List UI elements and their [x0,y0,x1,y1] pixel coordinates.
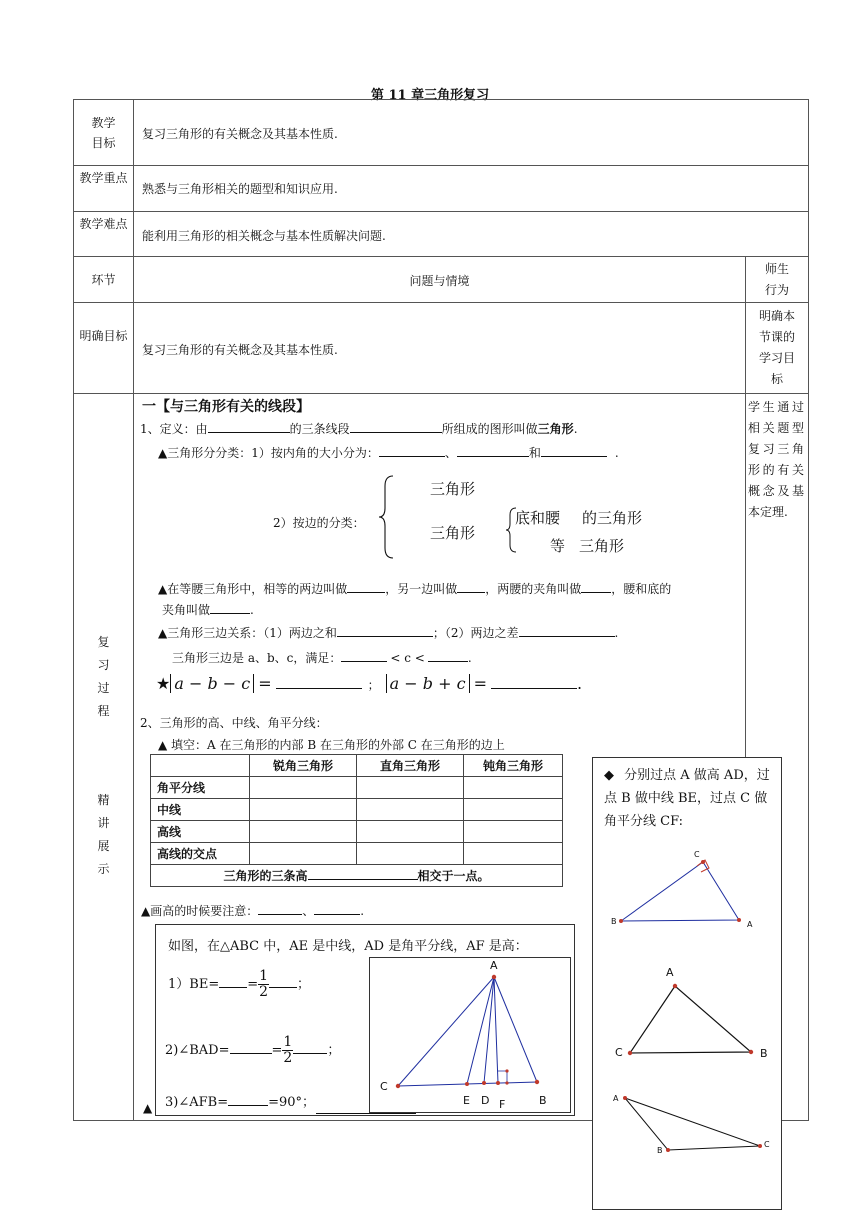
dot: . [576,674,583,693]
side-class-b2 [550,535,624,556]
clarify-label: 明确目标 [79,329,128,343]
height-note [141,902,364,919]
point-e [465,1082,469,1086]
review-action: 学生通过相关题型复习三角形的有关概念及基本定理. [748,400,804,519]
triangle-word: 三角形 [579,537,625,555]
abc-text: . [467,651,472,665]
segment-ab [494,977,537,1082]
point-a [492,975,496,979]
iso-text: . [250,603,254,617]
eq: = [473,674,487,693]
triangle-marker: ▲ [143,1101,153,1115]
iso-text: 夹角叫做 [162,603,211,617]
answer-cell[interactable] [464,799,563,821]
segment-ca [398,977,494,1086]
q-text: ； [297,977,311,992]
eq: = [258,674,272,693]
segment-af [494,977,498,1083]
question-3 [165,1091,315,1110]
section1-heading: 一【与三角形有关的线段】 [142,399,310,415]
blank [347,581,385,593]
table-row [151,821,563,843]
label-c: C [380,1080,388,1093]
row-label: 高线的交点 [151,843,250,865]
footer-text: 三角形的三条高 [223,869,308,883]
answer-cell[interactable] [250,777,357,799]
label-b: B [760,1047,768,1060]
header-situation: 问题与情境 [409,274,470,288]
semi: ； [367,678,380,692]
q-text: =90°； [268,1095,316,1110]
point-d [482,1081,486,1085]
blank [219,976,247,988]
blank [457,445,529,457]
denominator: 2 [259,984,269,1000]
blank [208,421,290,433]
legs-base: 底和腰 [515,509,561,527]
three-sides-text: . [614,626,619,640]
label-f: F [499,1098,506,1111]
triangle-3 [613,1094,770,1155]
label-d: D [481,1094,490,1107]
table-row [151,799,563,821]
abc-text: < c < [390,651,425,665]
blank [228,1094,268,1106]
focus-label: 教学重点 [79,171,128,185]
divider [73,302,809,303]
fraction [282,1035,293,1066]
row-label: 高线 [151,821,250,843]
blank [314,903,360,915]
and: 和 [528,446,541,460]
table-header: 锐角三角形 [250,755,357,777]
side-class-a: 三角形 [430,480,476,498]
question-1 [168,965,310,1005]
label-b: B [539,1094,547,1107]
side-class-label: 2）按边的分类： [273,516,365,530]
clarify-action: 明确本节课的学习目标 [758,309,795,386]
blank [293,1042,327,1054]
fraction [258,969,269,1000]
exercise-instruction: 分别过点 A 做高 AD，过点 B 做中线 BE，过点 C 做角平分线 CF: [604,768,770,829]
equal: 等 [550,537,566,555]
review-label: 复习过程 [97,635,110,718]
blank [337,625,433,637]
q-text: = [247,977,259,992]
page-title: 第 11 章三角形复习 [370,88,490,103]
q-text: 1）BE= [168,977,220,992]
table-header: 直角三角形 [357,755,464,777]
blank [350,421,442,433]
def-bold: 三角形 [537,422,574,436]
answer-cell[interactable] [250,821,357,843]
note-text: ▲画高的时候要注意： [141,904,259,918]
section2-heading: 2、三角形的高、中线、角平分线： [140,716,328,730]
sep: 、 [444,446,457,460]
clarify-content: 复习三角形的有关概念及其基本性质. [142,343,338,357]
label-b: B [657,1146,663,1155]
abc-line [172,649,472,666]
segment-ad [484,977,494,1083]
answer-cell[interactable] [464,821,563,843]
blank [341,650,387,662]
difficulty-label: 教学难点 [79,217,128,231]
blank [308,868,418,880]
table-row [151,755,563,777]
answer-cell[interactable] [464,843,563,865]
three-sides-line [158,624,618,641]
q-text: = [271,1043,283,1058]
angle-classification [158,444,619,461]
iso-text: ▲在等腰三角形中，相等的两边叫做 [158,582,348,596]
three-sides-text: ▲三角形三边关系：（1）两边之和 [158,626,337,640]
answer-cell[interactable] [357,843,464,865]
answer-cell[interactable] [357,799,464,821]
blank [210,602,250,614]
abs-expr: a − b − c [170,674,254,693]
blank [258,903,302,915]
numerator: 1 [259,968,269,984]
label-a: A [747,920,753,929]
blank [519,625,615,637]
point-b [535,1080,539,1084]
row-label: 中线 [151,799,250,821]
label-e: E [463,1094,470,1107]
left-brace [377,474,397,560]
def-text: . [573,422,578,436]
definition-line [140,420,578,437]
def-text: 1、定义：由 [140,422,208,436]
table-row [151,777,563,799]
diamond-icon: ◆ [604,768,614,783]
row-label: 角平分线 [151,777,250,799]
triangle-figure [369,957,571,1113]
fill-hint: ▲ 填空：A 在三角形的内部 B 在三角形的外部 C 在三角形的边上 [158,738,505,752]
exercise-figures [593,840,781,1170]
abs-value-line [156,674,582,693]
isosceles-line [158,579,742,621]
point-c [396,1084,400,1088]
fill-table [150,754,563,887]
triangle-1 [611,850,753,929]
point-mark [505,1069,508,1072]
label-c: C [764,1140,770,1149]
divider [73,256,809,257]
divider [73,393,809,394]
side-class-b: 三角形 [430,524,476,542]
answer-cell[interactable] [357,821,464,843]
table-row [151,843,563,865]
q-text: 3)∠AFB= [165,1095,229,1110]
goal-label: 教学目标 [91,116,116,150]
example-intro: 如图，在△ABC 中，AE 是中线，AD 是角平分线，AF 是高： [168,939,528,954]
q-text: 2)∠BAD= [165,1043,230,1058]
abs-expr: a − b + c [386,674,470,693]
lecture-label: 精讲展示 [97,793,110,876]
exercise-text [604,764,776,833]
side-class-b1 [515,507,642,528]
q-text: ； [327,1043,341,1058]
numerator: 1 [283,1034,293,1050]
def-text: 的三条线段 [289,422,350,436]
three-sides-text: ；（2）两边之差 [432,626,519,640]
blank [276,677,362,689]
table-cell [151,755,250,777]
label-a: A [666,966,674,979]
blank [269,976,297,988]
divider [73,211,809,212]
answer-cell[interactable] [250,843,357,865]
blank [379,445,445,457]
label-a: A [490,959,498,972]
answer-line [316,1113,416,1114]
iso-text: ，另一边叫做 [385,582,458,596]
blank [541,445,607,457]
blank [491,677,577,689]
label-b: B [611,917,617,926]
iso-text: ，腰和底的 [611,582,672,596]
label-c: C [615,1046,623,1059]
question-2 [165,1031,340,1071]
sep: 、 [302,904,315,918]
label-c: C [694,850,700,859]
difficulty-content: 能利用三角形的相关概念与基本性质解决问题. [142,229,386,243]
column-divider [133,99,134,1121]
label-a: A [613,1094,619,1103]
iso-text: ，两腰的夹角叫做 [485,582,582,596]
abc-text: 三角形三边是 a、b、c，满足： [172,651,342,665]
end: . [614,446,619,460]
blank [428,650,468,662]
right-angle-mark [498,1071,507,1083]
table-header: 钝角三角形 [464,755,563,777]
footer-text: 相交于一点。 [417,869,490,883]
focus-content: 熟悉与三角形相关的题型和知识应用. [142,182,338,196]
triangle-2 [615,966,768,1060]
star-icon: ★ [156,674,171,693]
header-section: 环节 [91,273,116,287]
triangle-word: 的三角形 [582,509,643,527]
blank [230,1042,272,1054]
answer-cell[interactable] [464,777,563,799]
angle-class-text: ▲三角形分分类：1）按内角的大小分为： [158,446,379,460]
answer-cell[interactable] [357,777,464,799]
point-mark [505,1081,508,1084]
table-footer [151,865,563,887]
point-f [496,1081,500,1085]
blank [581,581,611,593]
header-action: 师生行为 [764,262,789,297]
end: . [360,904,365,918]
def-text: 所组成的图形叫做 [441,422,538,436]
answer-cell[interactable] [250,799,357,821]
goal-content: 复习三角形的有关概念及其基本性质. [142,127,338,141]
denominator: 2 [283,1050,293,1066]
table-row [151,865,563,887]
blank [457,581,485,593]
divider [73,165,809,166]
